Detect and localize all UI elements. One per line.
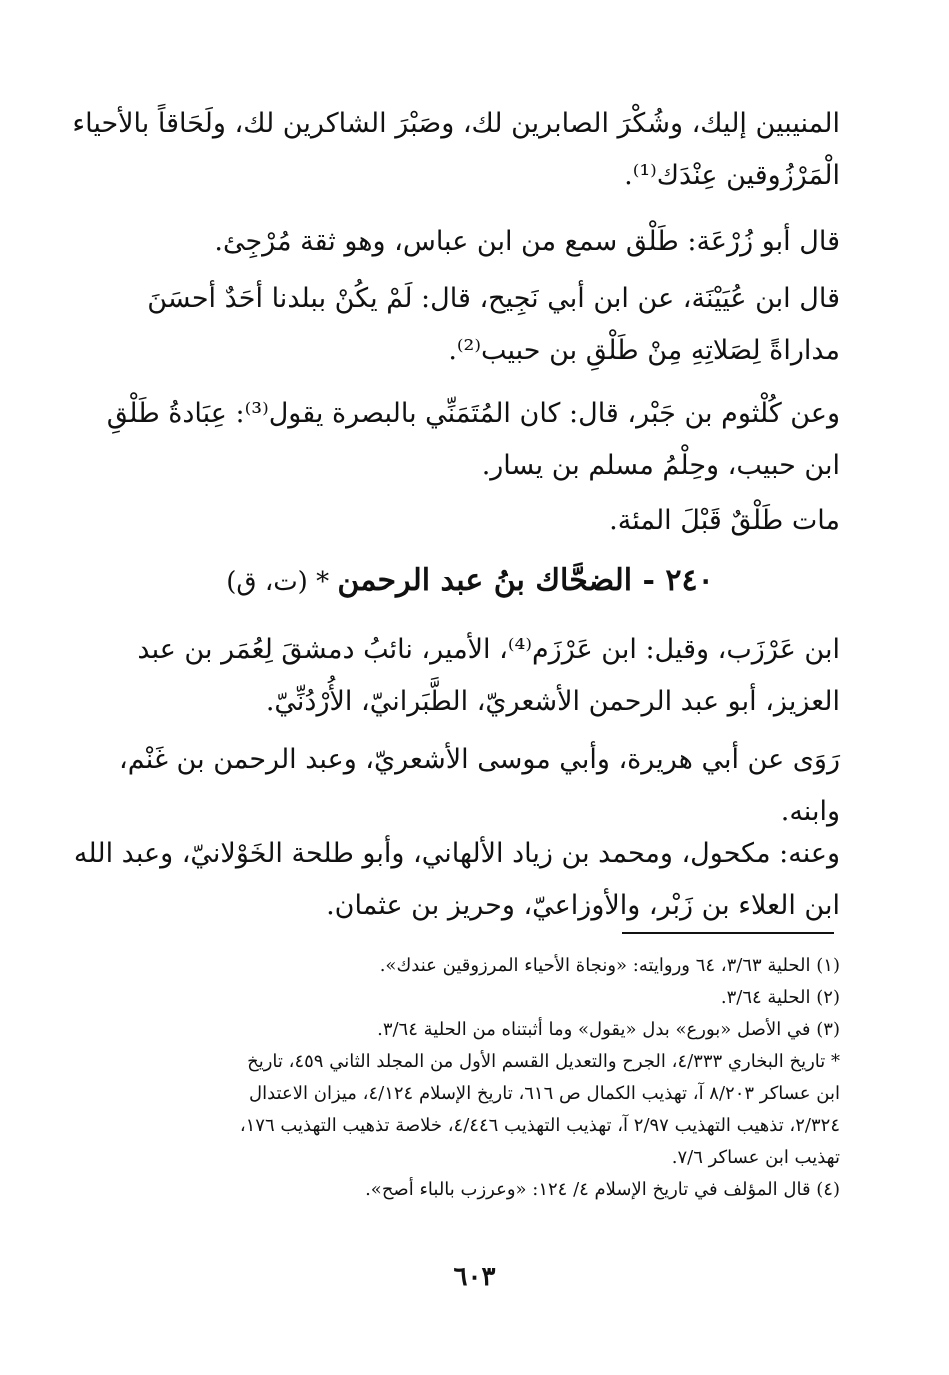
text-line: العزيز، أبو عبد الرحمن الأشعريّ، الطَّبَرانيّ، الأُرْدُنِّيّ. [265, 686, 840, 717]
footnote-sources-cont: ٢/٣٢٤، تذهيب التهذيب ٢/٩٧ آ، تهذيب التهذيب ٤/٤٤٦، خلاصة تذهيب التهذيب ١٧٦، [239, 1115, 840, 1136]
text-line: المنيبين إليك، وشُكْرَ الصابرين لك، وصَبْرَ الشاكرين لك، ولَحَاقاً بالأحياء [72, 108, 840, 139]
paragraph-death [160, 495, 840, 547]
paragraph-abu-zura [160, 216, 840, 268]
footnote-2: (٢) الحلية ٣/٦٤. [720, 987, 840, 1008]
text-line: ابن عَرْزَب، وقيل: ابن عَرْزَم⁽⁴⁾، الأمير، نائبُ دمشقَ لِعُمَر بن عبد [137, 634, 840, 665]
footnote-4: (٤) قال المؤلف في تاريخ الإسلام ٤/ ١٢٤: «وعرزب بالباء أصح». [365, 1179, 840, 1200]
text-line: وابنه. [780, 796, 840, 827]
text-line: مات طَلْقٌ قَبْلَ المئة. [609, 505, 840, 536]
footnote-sources-cont: تهذيب ابن عساكر ٧/٦. [671, 1147, 840, 1168]
text-line: مداراةً لِصَلاتِهِ مِنْ طَلْقِ بن حبيب⁽²⁾. [448, 335, 840, 366]
text-line: قال أبو زُرْعَة: طَلْق سمع من ابن عباس، وهو ثقة مُرْجِئ. [214, 226, 840, 257]
paragraph-ibn-uyayna [147, 273, 840, 377]
entry-name: الضحَّاك بنُ عبد الرحمن [337, 563, 633, 598]
paragraph-narrators [73, 828, 840, 932]
footnote-sources: * تاريخ البخاري ٤/٣٣٣، الجرح والتعديل القسم الأول من المجلد الثاني ٤٥٩، تاريخ [247, 1051, 840, 1072]
text-line: قال ابن عُيَيْنَة، عن ابن أبي نَجِيح، قال: لَمْ يكُنْ ببلدنا أحَدٌ أحسَنَ [147, 283, 840, 314]
source-symbols: (ت، ق) [226, 567, 308, 597]
entry-heading [160, 553, 780, 610]
text-line: وعنه: مكحول، ومحمد بن زياد الألهاني، وأبو طلحة الخَوْلانيّ، وعبد الله [73, 838, 840, 869]
footnote-3: (٣) في الأصل «بورع» بدل «يقول» وما أثبتناه من الحلية ٣/٦٤. [377, 1019, 840, 1040]
footnote-1: (١) الحلية ٣/٦٣، ٦٤ وروايته: «ونجاة الأحياء المرزوقين عندك». [379, 955, 840, 976]
paragraph-kulthum [106, 388, 840, 492]
footnote-divider [622, 932, 834, 934]
paragraph-narrated-from [119, 734, 840, 838]
page-number: ٦٠٣ [453, 1262, 496, 1292]
text-line: ابن العلاء بن زَبْر، والأوزاعيّ، وحريز بن عثمان. [326, 890, 840, 921]
text-line: ابن حبيب، وحِلْمُ مسلم بن يسار. [481, 450, 840, 481]
paragraph-supplication-end [72, 98, 840, 202]
star-marker: * [307, 567, 338, 597]
paragraph-lineage [137, 624, 840, 728]
footnotes [160, 950, 840, 1206]
text-line: الْمَرْزُوقين عِنْدَك⁽¹⁾. [624, 160, 840, 191]
footnote-sources-cont: ابن عساكر ٨/٢٠٣ آ، تهذيب الكمال ص ٦١٦، تاريخ الإسلام ٤/١٢٤، ميزان الاعتدال [249, 1083, 840, 1104]
text-line: رَوَى عن أبي هريرة، وأبي موسى الأشعريّ، وعبد الرحمن بن غَنْم، [119, 744, 840, 775]
entry-number: ٢٤٠ - [632, 563, 714, 598]
text-line: وعن كُلْثوم بن جَبْر، قال: كان المُتَمَنِّي بالبصرة يقول⁽³⁾: عِبَادةُ طَلْقِ [106, 398, 840, 429]
